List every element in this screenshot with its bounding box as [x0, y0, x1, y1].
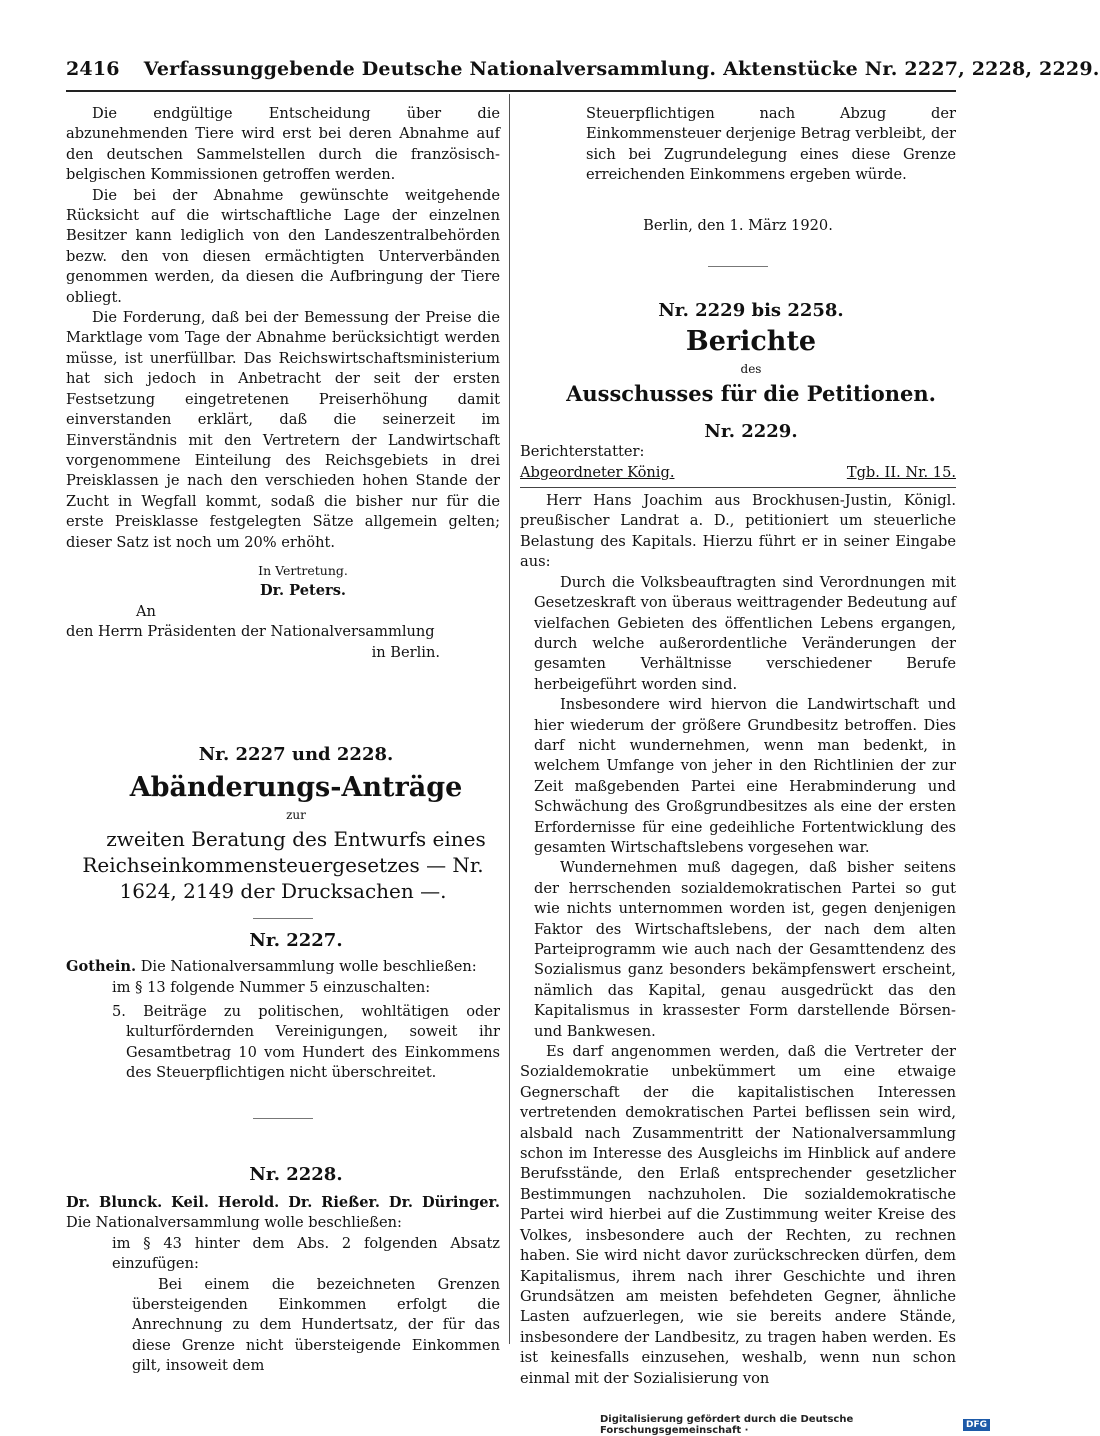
motion-line: im § 13 folgende Nummer 5 einzuschalten: — [112, 978, 431, 996]
quoted-petition — [520, 573, 956, 1042]
section-subheading: zweiten Beratung des Entwurfs eines Reichseinkommensteuergesetzes — Nr. 1624, 2149 der Drucksachen —. — [82, 826, 486, 903]
header-rule — [66, 90, 956, 92]
paragraph: Die Forderung, daß bei der Bemessung der Preise die Marktlage vom Tage der Abnahme berücksichtigt werden müsse, ist unerfüllbar. Das Reichswirtschaftsministerium hat sich jedoch in Anbetracht der seit der ersten Festsetzung eingetretenen Preiserhöhung damit einverstanden erklärt, daß die seinerzeit im Einverständnis mit den Vertretern der Landwirtschaft vorgenommene Einteilung des Reichsgebiets in drei Preisklassen je nach den verschieden hohen Stande der Zucht in Wegfall kommt, sodaß die bisher nur für die erste Preisklasse festgelegten Sätze allgemein gelten; dieser Satz ist noch um 20% erhöht. — [66, 309, 500, 551]
date-line: Berlin, den 1. März 1920. — [643, 216, 833, 234]
connector-word: des — [740, 362, 762, 377]
section-heading: Abänderungs-Anträge — [129, 772, 463, 804]
signature: Dr. Peters. — [259, 582, 347, 600]
paragraph: Herr Hans Joachim aus Brockhusen-Justin, Königl. preußischer Landrat a. D., petitioniert um steuerliche Belastung des Kapitals. Hierzu führt er in seiner Eingabe aus: — [520, 492, 956, 571]
an-label: An — [136, 602, 156, 620]
addressee-city: in Berlin. — [371, 643, 440, 661]
in-vertretung: In Vertretung. — [258, 562, 348, 578]
connector-word: zur — [286, 808, 306, 823]
reporter-reference: Tgb. II. Nr. 15. — [846, 463, 956, 481]
paragraph: Die bei der Abnahme gewünschte weitgehende Rücksicht auf die wirtschaftliche Lage der einzelnen Besitzer kann lediglich von den Landeszentralbehörden bezw. den von diesen ermächtigten Unterverbänden genommen werden, da diesen die Aufbringung der Tiere obliegt. — [66, 186, 500, 306]
motion-text: Die Nationalversammlung wolle beschließen: — [140, 958, 477, 976]
left-column — [66, 104, 500, 1377]
section-number: Nr. 2229 bis 2258. — [658, 300, 844, 322]
dfg-logo: DFG — [963, 1419, 990, 1431]
section-number: Nr. 2229. — [704, 420, 798, 442]
motion-line: im § 43 hinter dem Abs. 2 folgenden Absatz einzufügen: — [112, 1234, 500, 1273]
page-number: 2416 — [66, 58, 120, 80]
section-number: Nr. 2227. — [249, 929, 343, 951]
paragraph: Durch die Volksbeauftragten sind Verordnungen mit Gesetzeskraft von überaus weittragender Bedeutung auf vielfachen Gebieten des öffentlichen Lebens ergangen, durch welche außerordentliche Veränderungen der gesamten Verhältnisse verschiedener Berufe herbeigeführt worden sind. — [534, 573, 956, 693]
section-number: Nr. 2227 und 2228. — [198, 743, 394, 765]
page-header — [66, 58, 1100, 88]
reporter-label: Berichterstatter: — [520, 443, 645, 461]
reporter-name: Abgeordneter König. — [520, 463, 675, 481]
column-divider — [509, 94, 510, 1344]
addressee-line: den Herrn Präsidenten der Nationalversammlung — [66, 623, 435, 641]
reporter-row — [520, 463, 956, 483]
proposer-names: Dr. Blunck. Keil. Herold. Dr. Rießer. Dr. Düringer. — [66, 1194, 500, 1212]
paragraph: Es darf angenommen werden, daß die Vertreter der Sozialdemokratie unbekümmert um eine etwaige Gegnerschaft der die kapitalistischen Interessen vertretenden demokratischen Partei beflissen sein wird, alsbald nach Zusammentritt der Nationalversammlung schon im Interesse des Ausgleichs im Hinblick auf andere Berufsstände, den Erlaß entsprechender gesetzlicher Bestimmungen nachzuholen. Die sozialdemokratische Partei wird hierbei auf die Zustimmung weiter Kreise des Volkes, insbesondere auch der Rechten, zu rechnen haben. Sie wird nicht davor zurückschrecken dürfen, dem Kapitalismus, ihrem nach ihrer Geschichte und ihren Grundsätzen am meisten befehdeten Gegner, ähnliche Lasten aufzuerlegen, wie sie bereits andere Stände, insbesondere der Landbesitz, zu tragen haben werden. Es ist keinesfalls einzusehen, weshalb, wenn nun schon einmal mit der Sozialisierung von — [520, 1043, 956, 1387]
motion-item: 5. Beiträge zu politischen, wohltätigen oder kulturfördernden Vereinigungen, soweit ihr Gesamtbetrag 10 vom Hundert des Einkommens des Steuerpflichtigen nicht überschreitet. — [112, 1003, 500, 1082]
header-title: Verfassunggebende Deutsche Nationalversammlung. Aktenstücke Nr. 2227, 2228, 2229. — [143, 58, 1100, 80]
paragraph: Wundernehmen muß dagegen, daß bisher seitens der herrschenden sozialdemokratischen Partei so gut wie nichts unternommen worden ist, gegen denjenigen Faktor des Wirtschaftslebens, der nach dem alten Parteiprogramm wie auch nach der Gesamttendenz des Sozialismus ganz besonders bekämpfenswert erscheint, nämlich das Kapital, genau ausgedrückt das den Kapitalismus in krassester Form darstellende Börsen- und Bankwesen. — [534, 859, 956, 1040]
motion-quote-continued: Steuerpflichtigen nach Abzug der Einkommensteuer derjenige Betrag verbleibt, der sich bei Zugrundelegung eines diese Grenze erreichenden Einkommens ergeben würde. — [586, 105, 956, 184]
proposer-name: Gothein. — [66, 958, 137, 976]
paragraph: Insbesondere wird hiervon die Landwirtschaft und hier wiederum der größere Grundbesitz betroffen. Dies darf nicht wundernehmen, wenn man bedenkt, in welchem Umfange von jeher in den Richtlinien der zur Zeit maßgebenden Partei eine Herabminderung und Schwächung des Großgrundbesitzes als eine der ersten Erfordernisse für eine gedeihliche Fortentwicklung des gesamten Wirtschaftslebens vorgesehen war. — [534, 696, 956, 856]
section-heading: Berichte — [685, 326, 817, 358]
digitization-footer — [600, 1414, 990, 1436]
footer-text: Digitalisierung gefördert durch die Deutsche Forschungsgemeinschaft · — [600, 1414, 854, 1436]
motion-text: Die Nationalversammlung wolle beschließen: — [66, 1214, 402, 1232]
section-number: Nr. 2228. — [249, 1163, 343, 1185]
paragraph: Die endgültige Entscheidung über die abzunehmenden Tiere wird erst bei deren Abnahme auf den deutschen Sammelstellen durch die französisch-belgischen Kommissionen getroffen werden. — [66, 105, 500, 184]
motion-quote: Bei einem die bezeichneten Grenzen übersteigenden Einkommen erfolgt die Anrechnung zu dem Hundertsatz, der für das diese Grenze nicht übersteigende Einkommen gilt, insoweit dem — [132, 1275, 500, 1375]
right-column — [520, 104, 956, 1389]
section-subheading: Ausschusses für die Petitionen. — [566, 380, 936, 406]
